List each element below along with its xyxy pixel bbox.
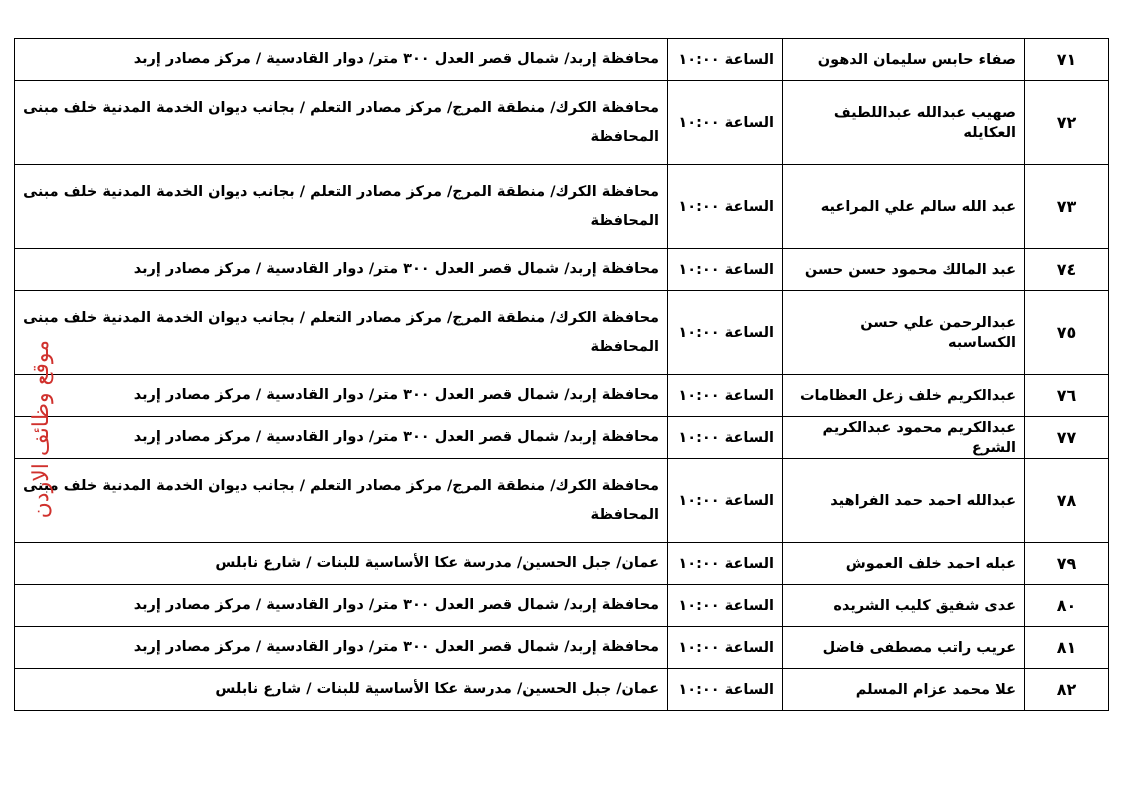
exam-location: محافظة إربد/ شمال قصر العدل ٣٠٠ متر/ دوار القادسية / مركز مصادر إربد xyxy=(15,375,668,417)
row-number: ٧٩ xyxy=(1025,543,1109,585)
exam-location: محافظة الكرك/ منطقة المرج/ مركز مصادر التعلم / بجانب ديوان الخدمة المدنية خلف مبنى المحافظة xyxy=(15,291,668,375)
exam-location: محافظة الكرك/ منطقة المرج/ مركز مصادر التعلم / بجانب ديوان الخدمة المدنية خلف مبنى المحافظة xyxy=(15,165,668,249)
exam-time: الساعة ١٠:٠٠ xyxy=(668,585,783,627)
exam-location: محافظة إربد/ شمال قصر العدل ٣٠٠ متر/ دوار القادسية / مركز مصادر إربد xyxy=(15,585,668,627)
exam-time: الساعة ١٠:٠٠ xyxy=(668,291,783,375)
table-row xyxy=(15,543,1109,585)
candidate-name: عبدالكريم خلف زعل العظامات xyxy=(783,375,1025,417)
exam-time: الساعة ١٠:٠٠ xyxy=(668,459,783,543)
row-number: ٧٨ xyxy=(1025,459,1109,543)
exam-time: الساعة ١٠:٠٠ xyxy=(668,669,783,711)
row-number: ٧٢ xyxy=(1025,81,1109,165)
candidate-name: علا محمد عزام المسلم xyxy=(783,669,1025,711)
row-number: ٨١ xyxy=(1025,627,1109,669)
exam-time: الساعة ١٠:٠٠ xyxy=(668,249,783,291)
exam-location: محافظة إربد/ شمال قصر العدل ٣٠٠ متر/ دوار القادسية / مركز مصادر إربد xyxy=(15,249,668,291)
table-row xyxy=(15,81,1109,165)
exam-time: الساعة ١٠:٠٠ xyxy=(668,375,783,417)
row-number: ٨٠ xyxy=(1025,585,1109,627)
schedule-table xyxy=(14,38,1109,711)
exam-time: الساعة ١٠:٠٠ xyxy=(668,417,783,459)
row-number: ٧٦ xyxy=(1025,375,1109,417)
candidate-name: عبدالرحمن علي حسن الكساسبه xyxy=(783,291,1025,375)
exam-time: الساعة ١٠:٠٠ xyxy=(668,165,783,249)
exam-location: محافظة الكرك/ منطقة المرج/ مركز مصادر التعلم / بجانب ديوان الخدمة المدنية خلف مبنى المحافظة xyxy=(15,459,668,543)
candidate-name: صهيب عبدالله عبداللطيف العكايله xyxy=(783,81,1025,165)
site-watermark: موقع وظائف الاردن xyxy=(29,340,54,519)
candidate-name: صفاء حابس سليمان الدهون xyxy=(783,39,1025,81)
candidate-name: عبد الله سالم علي المراعيه xyxy=(783,165,1025,249)
exam-time: الساعة ١٠:٠٠ xyxy=(668,39,783,81)
row-number: ٧١ xyxy=(1025,39,1109,81)
row-number: ٧٣ xyxy=(1025,165,1109,249)
schedule-table-body xyxy=(15,39,1109,711)
exam-location: محافظة إربد/ شمال قصر العدل ٣٠٠ متر/ دوار القادسية / مركز مصادر إربد xyxy=(15,39,668,81)
table-row xyxy=(15,165,1109,249)
candidate-name: عريب راتب مصطفى فاضل xyxy=(783,627,1025,669)
table-row xyxy=(15,249,1109,291)
exam-time: الساعة ١٠:٠٠ xyxy=(668,627,783,669)
table-row xyxy=(15,375,1109,417)
table-row xyxy=(15,627,1109,669)
table-row xyxy=(15,585,1109,627)
exam-location: عمان/ جبل الحسين/ مدرسة عكا الأساسية للبنات / شارع نابلس xyxy=(15,669,668,711)
candidate-name: عبد المالك محمود حسن حسن xyxy=(783,249,1025,291)
candidate-name: عبله احمد خلف العموش xyxy=(783,543,1025,585)
row-number: ٧٤ xyxy=(1025,249,1109,291)
row-number: ٧٧ xyxy=(1025,417,1109,459)
table-row xyxy=(15,291,1109,375)
candidate-name: عدى شفيق كليب الشريده xyxy=(783,585,1025,627)
exam-location: محافظة الكرك/ منطقة المرج/ مركز مصادر التعلم / بجانب ديوان الخدمة المدنية خلف مبنى المحافظة xyxy=(15,81,668,165)
row-number: ٨٢ xyxy=(1025,669,1109,711)
exam-time: الساعة ١٠:٠٠ xyxy=(668,81,783,165)
exam-location: محافظة إربد/ شمال قصر العدل ٣٠٠ متر/ دوار القادسية / مركز مصادر إربد xyxy=(15,627,668,669)
candidate-name: عبدالله احمد حمد الفراهيد xyxy=(783,459,1025,543)
exam-location: محافظة إربد/ شمال قصر العدل ٣٠٠ متر/ دوار القادسية / مركز مصادر إربد xyxy=(15,417,668,459)
table-row xyxy=(15,459,1109,543)
exam-location: عمان/ جبل الحسين/ مدرسة عكا الأساسية للبنات / شارع نابلس xyxy=(15,543,668,585)
schedule-table-container xyxy=(14,38,1108,711)
table-row xyxy=(15,39,1109,81)
table-row xyxy=(15,669,1109,711)
exam-time: الساعة ١٠:٠٠ xyxy=(668,543,783,585)
row-number: ٧٥ xyxy=(1025,291,1109,375)
table-row xyxy=(15,417,1109,459)
candidate-name: عبدالكريم محمود عبدالكريم الشرع xyxy=(783,417,1025,459)
